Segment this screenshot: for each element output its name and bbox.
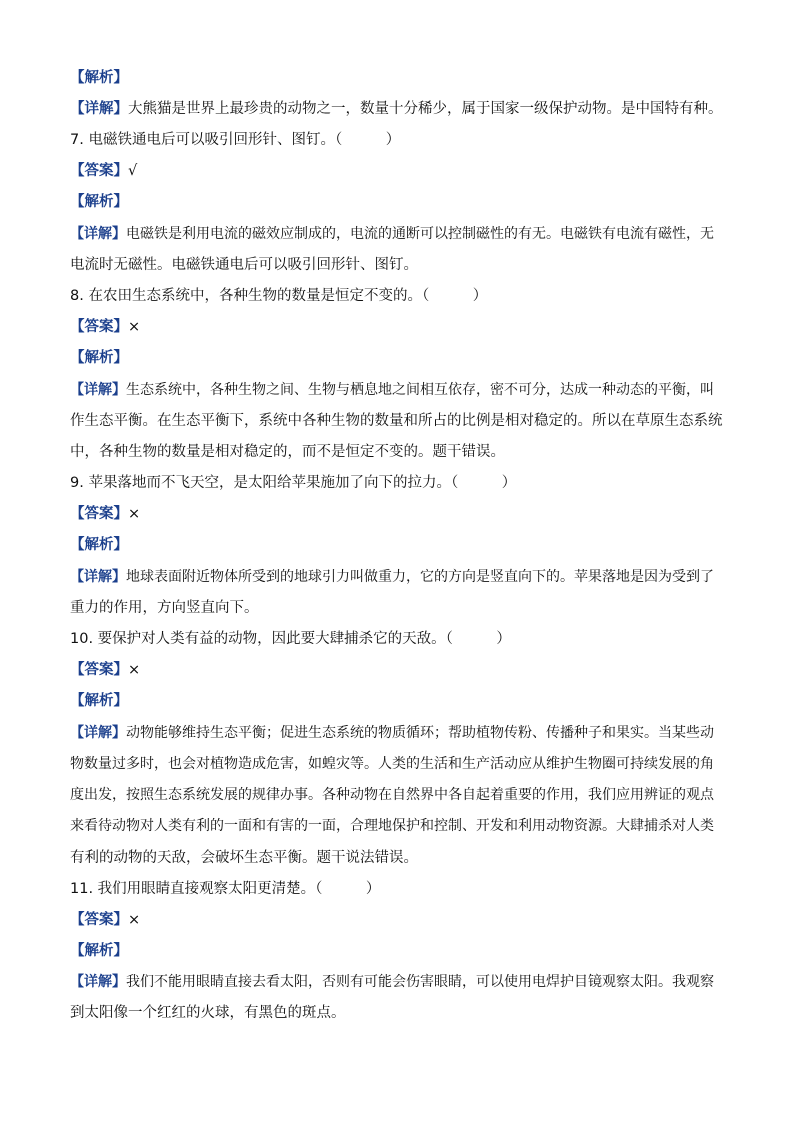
answer-mark: √ [128, 163, 138, 179]
detail-tag: 【详解】 [70, 382, 126, 398]
analysis-tag: 【解析】 [70, 194, 128, 210]
detail-text-line: 重力的作用，方向竖直向下。 [70, 600, 259, 616]
question-9: 9. 苹果落地而不飞天空，是太阳给苹果施加了向下的拉力。（ ） [70, 475, 517, 491]
detail-text-line: 中，各种生物的数量是相对稳定的，而不是恒定不变的。题干错误。 [70, 444, 505, 460]
answer-tag: 【答案】 [70, 662, 128, 678]
answer-mark: × [128, 912, 141, 928]
answer-tag: 【答案】 [70, 912, 128, 928]
question-10: 10. 要保护对人类有益的动物，因此要大肆捕杀它的天敌。（ ） [70, 631, 511, 647]
analysis-heading [70, 691, 725, 711]
detail-tag: 【详解】 [70, 226, 126, 242]
analysis-heading [70, 192, 725, 212]
answer-mark: × [128, 506, 141, 522]
detail-paragraph [70, 99, 725, 119]
detail-text: 电磁铁是利用电流的磁效应制成的，电流的通断可以控制磁性的有无。电磁铁有电流有磁性，无 [126, 226, 714, 242]
answer-9 [70, 504, 725, 524]
detail-text-line: 电流时无磁性。电磁铁通电后可以吸引回形针、图钉。 [70, 257, 418, 273]
detail-text: 地球表面附近物体所受到的地球引力叫做重力，它的方向是竖直向下的。苹果落地是因为受到了 [126, 569, 714, 585]
detail-text: 大熊猫是世界上最珍贵的动物之一，数量十分稀少，属于国家一级保护动物。是中国特有种。 [128, 101, 723, 117]
detail-text-line: 作生态平衡。在生态平衡下，系统中各种生物的数量和所占的比例是相对稳定的。所以在草原生态系统 [70, 413, 723, 429]
analysis-tag: 【解析】 [70, 350, 128, 366]
answer-10 [70, 660, 725, 680]
analysis-tag: 【解析】 [70, 943, 128, 959]
analysis-tag: 【解析】 [70, 70, 128, 86]
analysis-heading [70, 68, 725, 88]
detail-paragraph [70, 972, 725, 992]
answer-mark: × [128, 319, 141, 335]
detail-paragraph [70, 224, 725, 244]
detail-text: 动物能够维持生态平衡；促进生态系统的物质循环；帮助植物传粉、传播种子和果实。当某些动 [126, 725, 714, 741]
analysis-heading [70, 348, 725, 368]
answer-tag: 【答案】 [70, 506, 128, 522]
question-11: 11. 我们用眼睛直接观察太阳更清楚。（ ） [70, 881, 381, 897]
detail-paragraph [70, 380, 725, 400]
detail-tag: 【详解】 [70, 725, 126, 741]
detail-text-line: 度出发，按照生态系统发展的规律办事。各种动物在自然界中各自起着重要的作用，我们应用辨证的观点 [70, 787, 714, 803]
analysis-tag: 【解析】 [70, 693, 128, 709]
detail-text: 生态系统中，各种生物之间、生物与栖息地之间相互依存，密不可分，达成一种动态的平衡，叫 [126, 382, 714, 398]
detail-paragraph [70, 723, 725, 743]
analysis-heading [70, 535, 725, 555]
detail-text-line: 有利的动物的天敌，会破坏生态平衡。题干说法错误。 [70, 850, 418, 866]
detail-tag: 【详解】 [70, 569, 126, 585]
analysis-tag: 【解析】 [70, 537, 128, 553]
detail-paragraph [70, 567, 725, 587]
answer-tag: 【答案】 [70, 163, 128, 179]
answer-8 [70, 317, 725, 337]
detail-tag: 【详解】 [70, 974, 126, 990]
detail-text: 我们不能用眼睛直接去看太阳，否则有可能会伤害眼睛，可以使用电焊护目镜观察太阳。我观察 [126, 974, 714, 990]
answer-7 [70, 161, 725, 181]
question-8: 8. 在农田生态系统中，各种生物的数量是恒定不变的。（ ） [70, 288, 488, 304]
detail-text-line: 到太阳像一个红红的火球，有黑色的斑点。 [70, 1005, 346, 1021]
detail-tag: 【详解】 [70, 101, 128, 117]
detail-text-line: 来看待动物对人类有利的一面和有害的一面，合理地保护和控制、开发和利用动物资源。大肆捕杀对人类 [70, 818, 714, 834]
answer-11 [70, 910, 725, 930]
question-7: 7. 电磁铁通电后可以吸引回形针、图钉。（ ） [70, 132, 401, 148]
answer-mark: × [128, 662, 141, 678]
answer-tag: 【答案】 [70, 319, 128, 335]
analysis-heading [70, 941, 725, 961]
detail-text-line: 物数量过多时，也会对植物造成危害，如蝗灾等。人类的生活和生产活动应从维护生物圈可持续发展的角 [70, 756, 714, 772]
